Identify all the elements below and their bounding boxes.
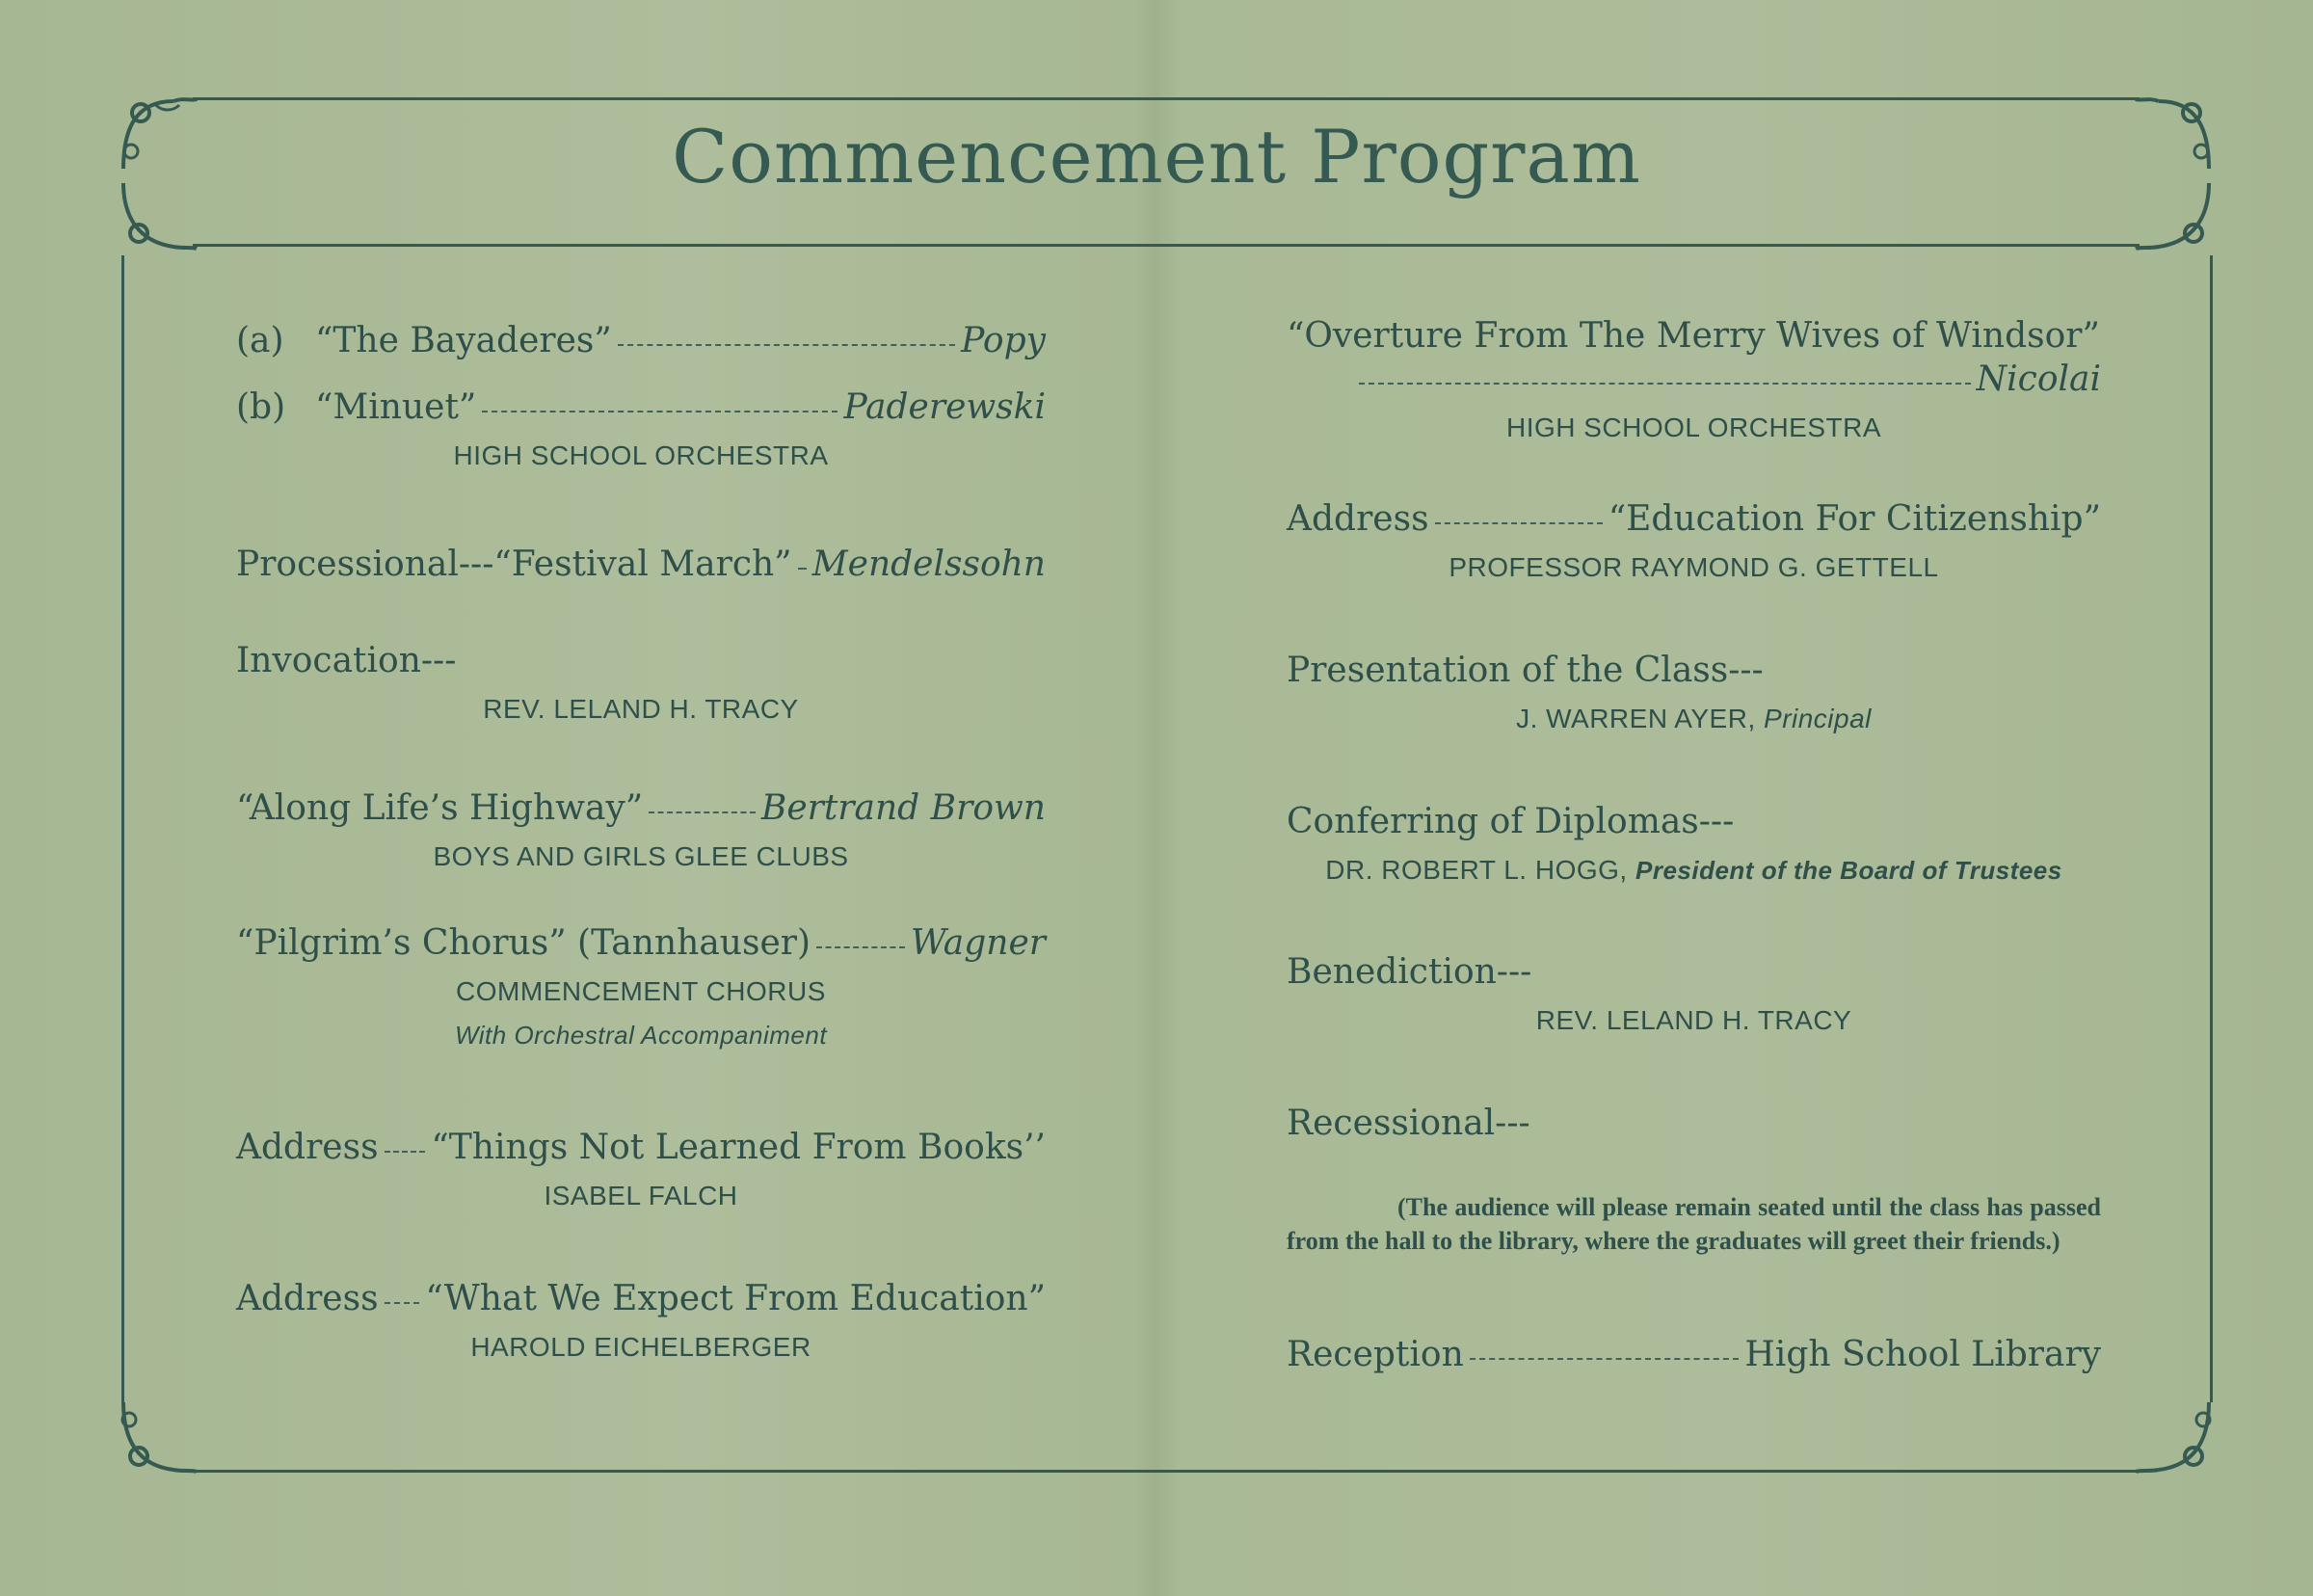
- item-title: Recessional---: [1287, 1104, 1530, 1143]
- performer: COMMENCEMENT CHORUS: [456, 976, 826, 1006]
- program-item-invocation: [236, 641, 1046, 725]
- performer: BOYS AND GIRLS GLEE CLUBS: [433, 841, 849, 871]
- presenter-role: Principal: [1764, 704, 1872, 733]
- frame-title-rule: [193, 244, 2140, 247]
- leader-dots: [649, 811, 756, 813]
- piece-title: “Overture From The Merry Wives of Windsor”: [1287, 316, 2100, 356]
- program-item-minuet: [236, 387, 1046, 471]
- item-title: Reception: [1287, 1335, 1464, 1374]
- frame-left-line: [121, 255, 124, 1402]
- composer-name: Wagner: [910, 923, 1046, 963]
- leader-dots: [385, 1151, 426, 1153]
- officiant: REV. LELAND H. TRACY: [1535, 1005, 1852, 1035]
- item-prefix: (a): [236, 321, 284, 360]
- leader-dots: [1435, 522, 1603, 524]
- item-title: Benediction---: [1287, 952, 1532, 992]
- leader-dots: [1470, 1358, 1740, 1360]
- leader-dots: [385, 1302, 420, 1304]
- leader-dots: [798, 568, 807, 570]
- address-title: “What We Expect From Education”: [425, 1279, 1046, 1318]
- piece-title: Processional---“Festival March”: [236, 545, 792, 584]
- item-title: Address: [236, 1279, 379, 1318]
- frame-top-line: [193, 97, 2140, 100]
- conferrer: [1287, 855, 2101, 886]
- performer-note: With Orchestral Accompaniment: [454, 1021, 828, 1050]
- program-item-presentation: [1287, 651, 2101, 734]
- program-item-pilgrim: [236, 923, 1046, 1051]
- leader-dots: [618, 344, 955, 346]
- ornament-bottom-left-icon: [116, 1393, 202, 1479]
- item-title: Address: [236, 1128, 379, 1167]
- composer-name: Paderewski: [843, 387, 1046, 427]
- leader-dots: [816, 946, 905, 948]
- piece-title: “The Bayaderes”: [315, 321, 612, 360]
- frame-right-line: [2210, 255, 2213, 1402]
- program-item-benediction: [1287, 952, 2101, 1036]
- performer: REV. LELAND H. TRACY: [483, 694, 799, 724]
- program-item-address-citizenship: [1287, 499, 2101, 583]
- piece-title: “Along Life’s Highway”: [236, 788, 644, 828]
- audience-note: [1287, 1190, 2101, 1258]
- program-item-overture: [1287, 316, 2101, 443]
- piece-title: “Minuet”: [315, 387, 477, 427]
- address-title: “Things Not Learned From Books’’: [431, 1128, 1046, 1167]
- speaker: HAROLD EICHELBERGER: [470, 1332, 811, 1362]
- composer-name: Popy: [961, 321, 1046, 360]
- frame-bottom-line: [193, 1470, 2140, 1473]
- page-title: Commencement Program: [672, 114, 1641, 200]
- item-title: Address: [1287, 499, 1429, 539]
- presenter: [1287, 704, 2101, 734]
- program-item-conferring: [1287, 802, 2101, 886]
- program-item-recessional: [1287, 1104, 2101, 1143]
- item-title: Invocation---: [236, 641, 457, 680]
- performer: HIGH SCHOOL ORCHESTRA: [1505, 412, 1882, 442]
- program-item-bayaderes: [236, 321, 1046, 360]
- item-title: Conferring of Diplomas---: [1287, 802, 1735, 841]
- leader-dots: [482, 411, 837, 412]
- address-title: “Education For Citizenship”: [1608, 499, 2101, 539]
- conferrer-role: President of the Board of Trustees: [1635, 856, 2062, 885]
- item-prefix: (b): [236, 387, 286, 427]
- composer-name: Mendelssohn: [811, 545, 1046, 584]
- reception-place: High School Library: [1744, 1335, 2101, 1374]
- program-item-address-education: [236, 1279, 1046, 1363]
- leader-dots: [1359, 383, 1971, 385]
- note-text: (The audience will please remain seated until the class has passed from the hall to the library, where the graduates will greet their friends.): [1287, 1193, 2101, 1255]
- piece-title: “Pilgrim’s Chorus” (Tannhauser): [236, 923, 811, 963]
- composer-name: Bertrand Brown: [760, 788, 1046, 828]
- program-item-reception: [1287, 1335, 2101, 1374]
- program-item-processional: [236, 545, 1046, 584]
- program-item-highway: [236, 788, 1046, 872]
- ornament-bottom-right-icon: [2130, 1393, 2217, 1479]
- composer-name: Nicolai: [1976, 359, 2101, 399]
- program-item-address-books: [236, 1128, 1046, 1211]
- item-title: Presentation of the Class---: [1287, 651, 1764, 690]
- speaker: PROFESSOR RAYMOND G. GETTELL: [1449, 552, 1939, 582]
- speaker: ISABEL FALCH: [544, 1181, 738, 1210]
- presenter-name: J. WARREN AYER,: [1516, 704, 1756, 733]
- performer: HIGH SCHOOL ORCHESTRA: [453, 440, 829, 470]
- conferrer-name: DR. ROBERT L. HOGG,: [1325, 855, 1628, 885]
